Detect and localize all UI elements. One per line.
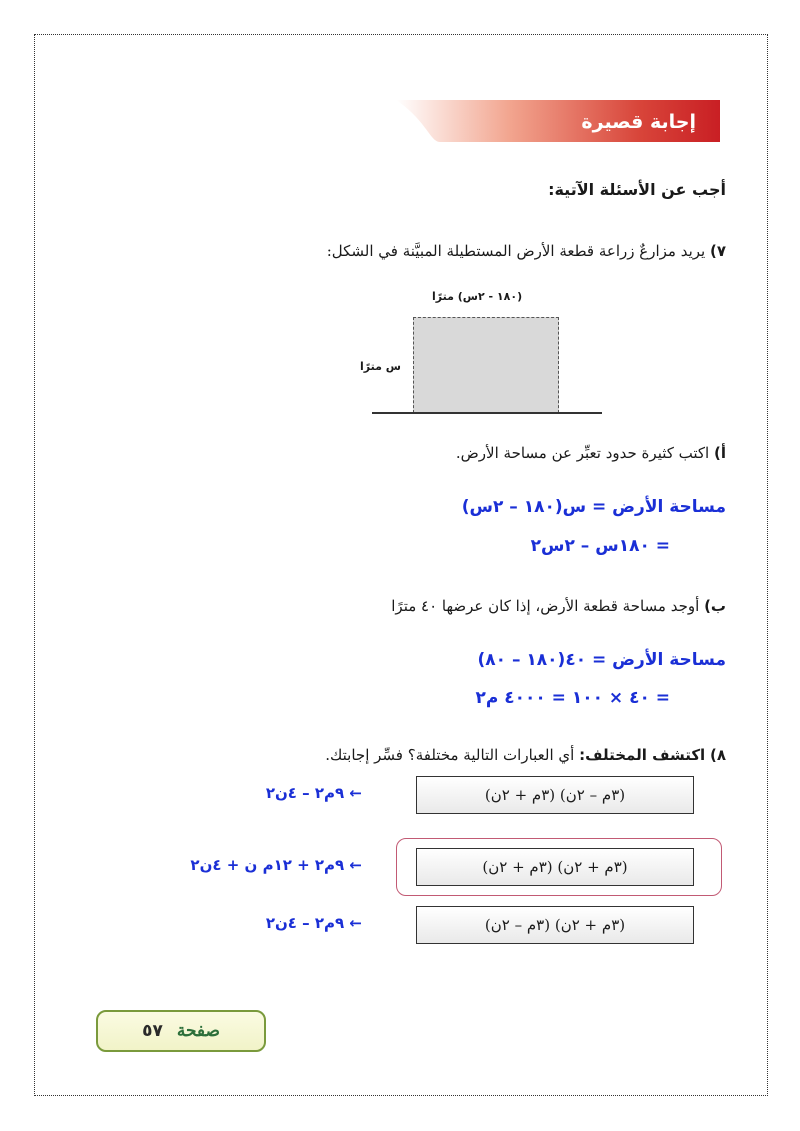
question-text: يريد مزارعٌ زراعة قطعة الأرض المستطيلة المبيَّنة في الشكل: <box>326 242 706 260</box>
part-text: اكتب كثيرة حدود تعبِّر عن مساحة الأرض. <box>455 444 710 462</box>
option-result-1: ← ٩م٢ – ٤ن٢ <box>265 784 362 802</box>
page-number-badge <box>96 1010 266 1052</box>
question-number: ٧) <box>709 242 726 260</box>
instructions: أجب عن الأسئلة الآتية: <box>548 180 726 199</box>
question-8 <box>325 746 726 764</box>
question-7 <box>327 242 726 260</box>
question-lead: اكتشف المختلف: <box>579 746 706 764</box>
part-a <box>456 444 726 462</box>
figure-height-label: س مترًا <box>360 360 401 373</box>
part-b <box>391 597 726 615</box>
page-label: صفحة <box>176 1021 220 1041</box>
answer-b-line1: مساحة الأرض = ٤٠(١٨٠ – ٨٠) <box>477 650 726 670</box>
part-letter: ب) <box>704 597 726 615</box>
answer-a-line2: = ١٨٠س – ٢س٢ <box>530 536 670 556</box>
part-letter: أ) <box>714 444 726 462</box>
option-box-3: (٣م + ٢ن) (٣م – ٢ن) <box>416 906 694 944</box>
answer-b-line2: = ٤٠ × ١٠٠ = ٤٠٠٠ م٢ <box>475 688 670 708</box>
page-number: ٥٧ <box>142 1021 163 1041</box>
ground-line <box>372 412 602 414</box>
question-number: ٨) <box>709 746 726 764</box>
field-rectangle <box>413 317 559 413</box>
option-box-2: (٣م + ٢ن) (٣م + ٢ن) <box>416 848 694 886</box>
option-result-2: ← ٩م٢ + ١٢م ن + ٤ن٢ <box>190 856 362 874</box>
figure-width-label: (١٨٠ - ٢س) مترًا <box>432 290 523 303</box>
part-text: أوجد مساحة قطعة الأرض، إذا كان عرضها ٤٠ مترًا <box>391 597 700 615</box>
question-text: أي العبارات التالية مختلفة؟ فسِّر إجابتك. <box>325 746 575 764</box>
answer-a-line1: مساحة الأرض = س(١٨٠ – ٢س) <box>461 497 726 517</box>
option-result-3: ← ٩م٢ – ٤ن٢ <box>265 914 362 932</box>
section-title: إجابة قصيرة <box>581 111 696 133</box>
option-box-1: (٣م – ٢ن) (٣م + ٢ن) <box>416 776 694 814</box>
